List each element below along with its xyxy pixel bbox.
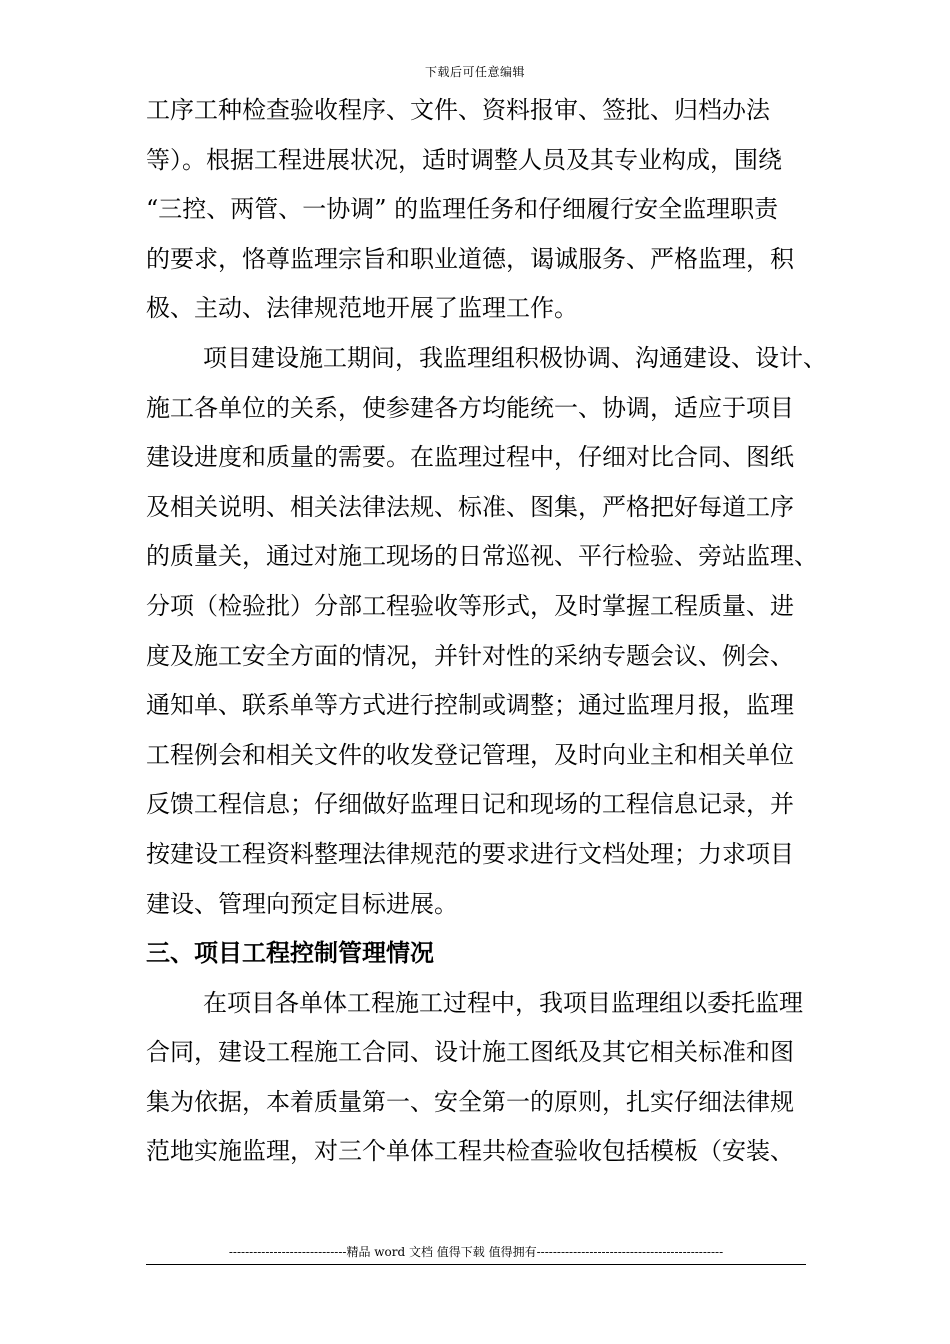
- paragraph-line: 反馈工程信息；仔细做好监理日记和现场的工程信息记录，并: [146, 790, 794, 819]
- paragraph-line: 极、主动、法律规范地开展了监理工作。: [146, 294, 578, 323]
- paragraph-line: 分项（检验批）分部工程验收等形式，及时掌握工程质量、进: [146, 591, 794, 620]
- paragraph-line: 范地实施监理，对三个单体工程共检查验收包括模板（安装、: [146, 1137, 794, 1166]
- footer-rule: [146, 1264, 806, 1265]
- paragraph-line: 集为依据，本着质量第一、安全第一的原则，扎实仔细法律规: [146, 1087, 794, 1116]
- document-body: [146, 86, 866, 1177]
- section-heading: 三、项目工程控制管理情况: [146, 939, 434, 968]
- paragraph-line: 在项目各单体工程施工过程中，我项目监理组以委托监理: [203, 988, 803, 1017]
- paragraph-line: 合同，建设工程施工合同、设计施工图纸及其它相关标准和图: [146, 1038, 794, 1067]
- paragraph-line: 工序工种检查验收程序、文件、资料报审、签批、归档办法: [146, 96, 770, 124]
- paragraph-line: 等）。根据工程进展状况，适时调整人员及其专业构成，围绕: [146, 145, 782, 174]
- paragraph-line: 及相关说明、相关法律法规、标准、图集，严格把好每道工序: [146, 492, 794, 521]
- paragraph-line: 建设、管理向预定目标进展。: [146, 889, 458, 918]
- paragraph-line: 的要求，恪尊监理宗旨和职业道德，谒诚服务、严格监理，积: [146, 244, 794, 273]
- paragraph-line: 项目建设施工期间，我监理组积极协调、沟通建设、设计、: [203, 343, 827, 372]
- paragraph-line: 工程例会和相关文件的收发登记管理，及时向业主和相关单位: [146, 740, 794, 769]
- paragraph-line: 度及施工安全方面的情况，并针对性的采纳专题会议、例会、: [146, 641, 794, 670]
- page-header: 下载后可任意编辑: [424, 65, 525, 79]
- paragraph-line: 施工各单位的关系，使参建各方均能统一、协调，适应于项目: [146, 393, 794, 422]
- page-footer: -----------------------------精品 word 文档 值得下载 值得拥有----------------------------------------------: [228, 1245, 724, 1259]
- paragraph-line: 通知单、联系单等方式进行控制或调整；通过监理月报，监理: [146, 691, 794, 720]
- paragraph-line: 的质量关，通过对施工现场的日常巡视、平行检验、旁站监理、: [146, 542, 818, 571]
- paragraph-line: 建设进度和质量的需要。在监理过程中，仔细对比合同、图纸: [146, 443, 794, 472]
- paragraph-line: “三控、两管、一协调” 的监理任务和仔细履行安全监理职责: [146, 195, 779, 224]
- paragraph-line: 按建设工程资料整理法律规范的要求进行文档处理；力求项目: [146, 839, 794, 868]
